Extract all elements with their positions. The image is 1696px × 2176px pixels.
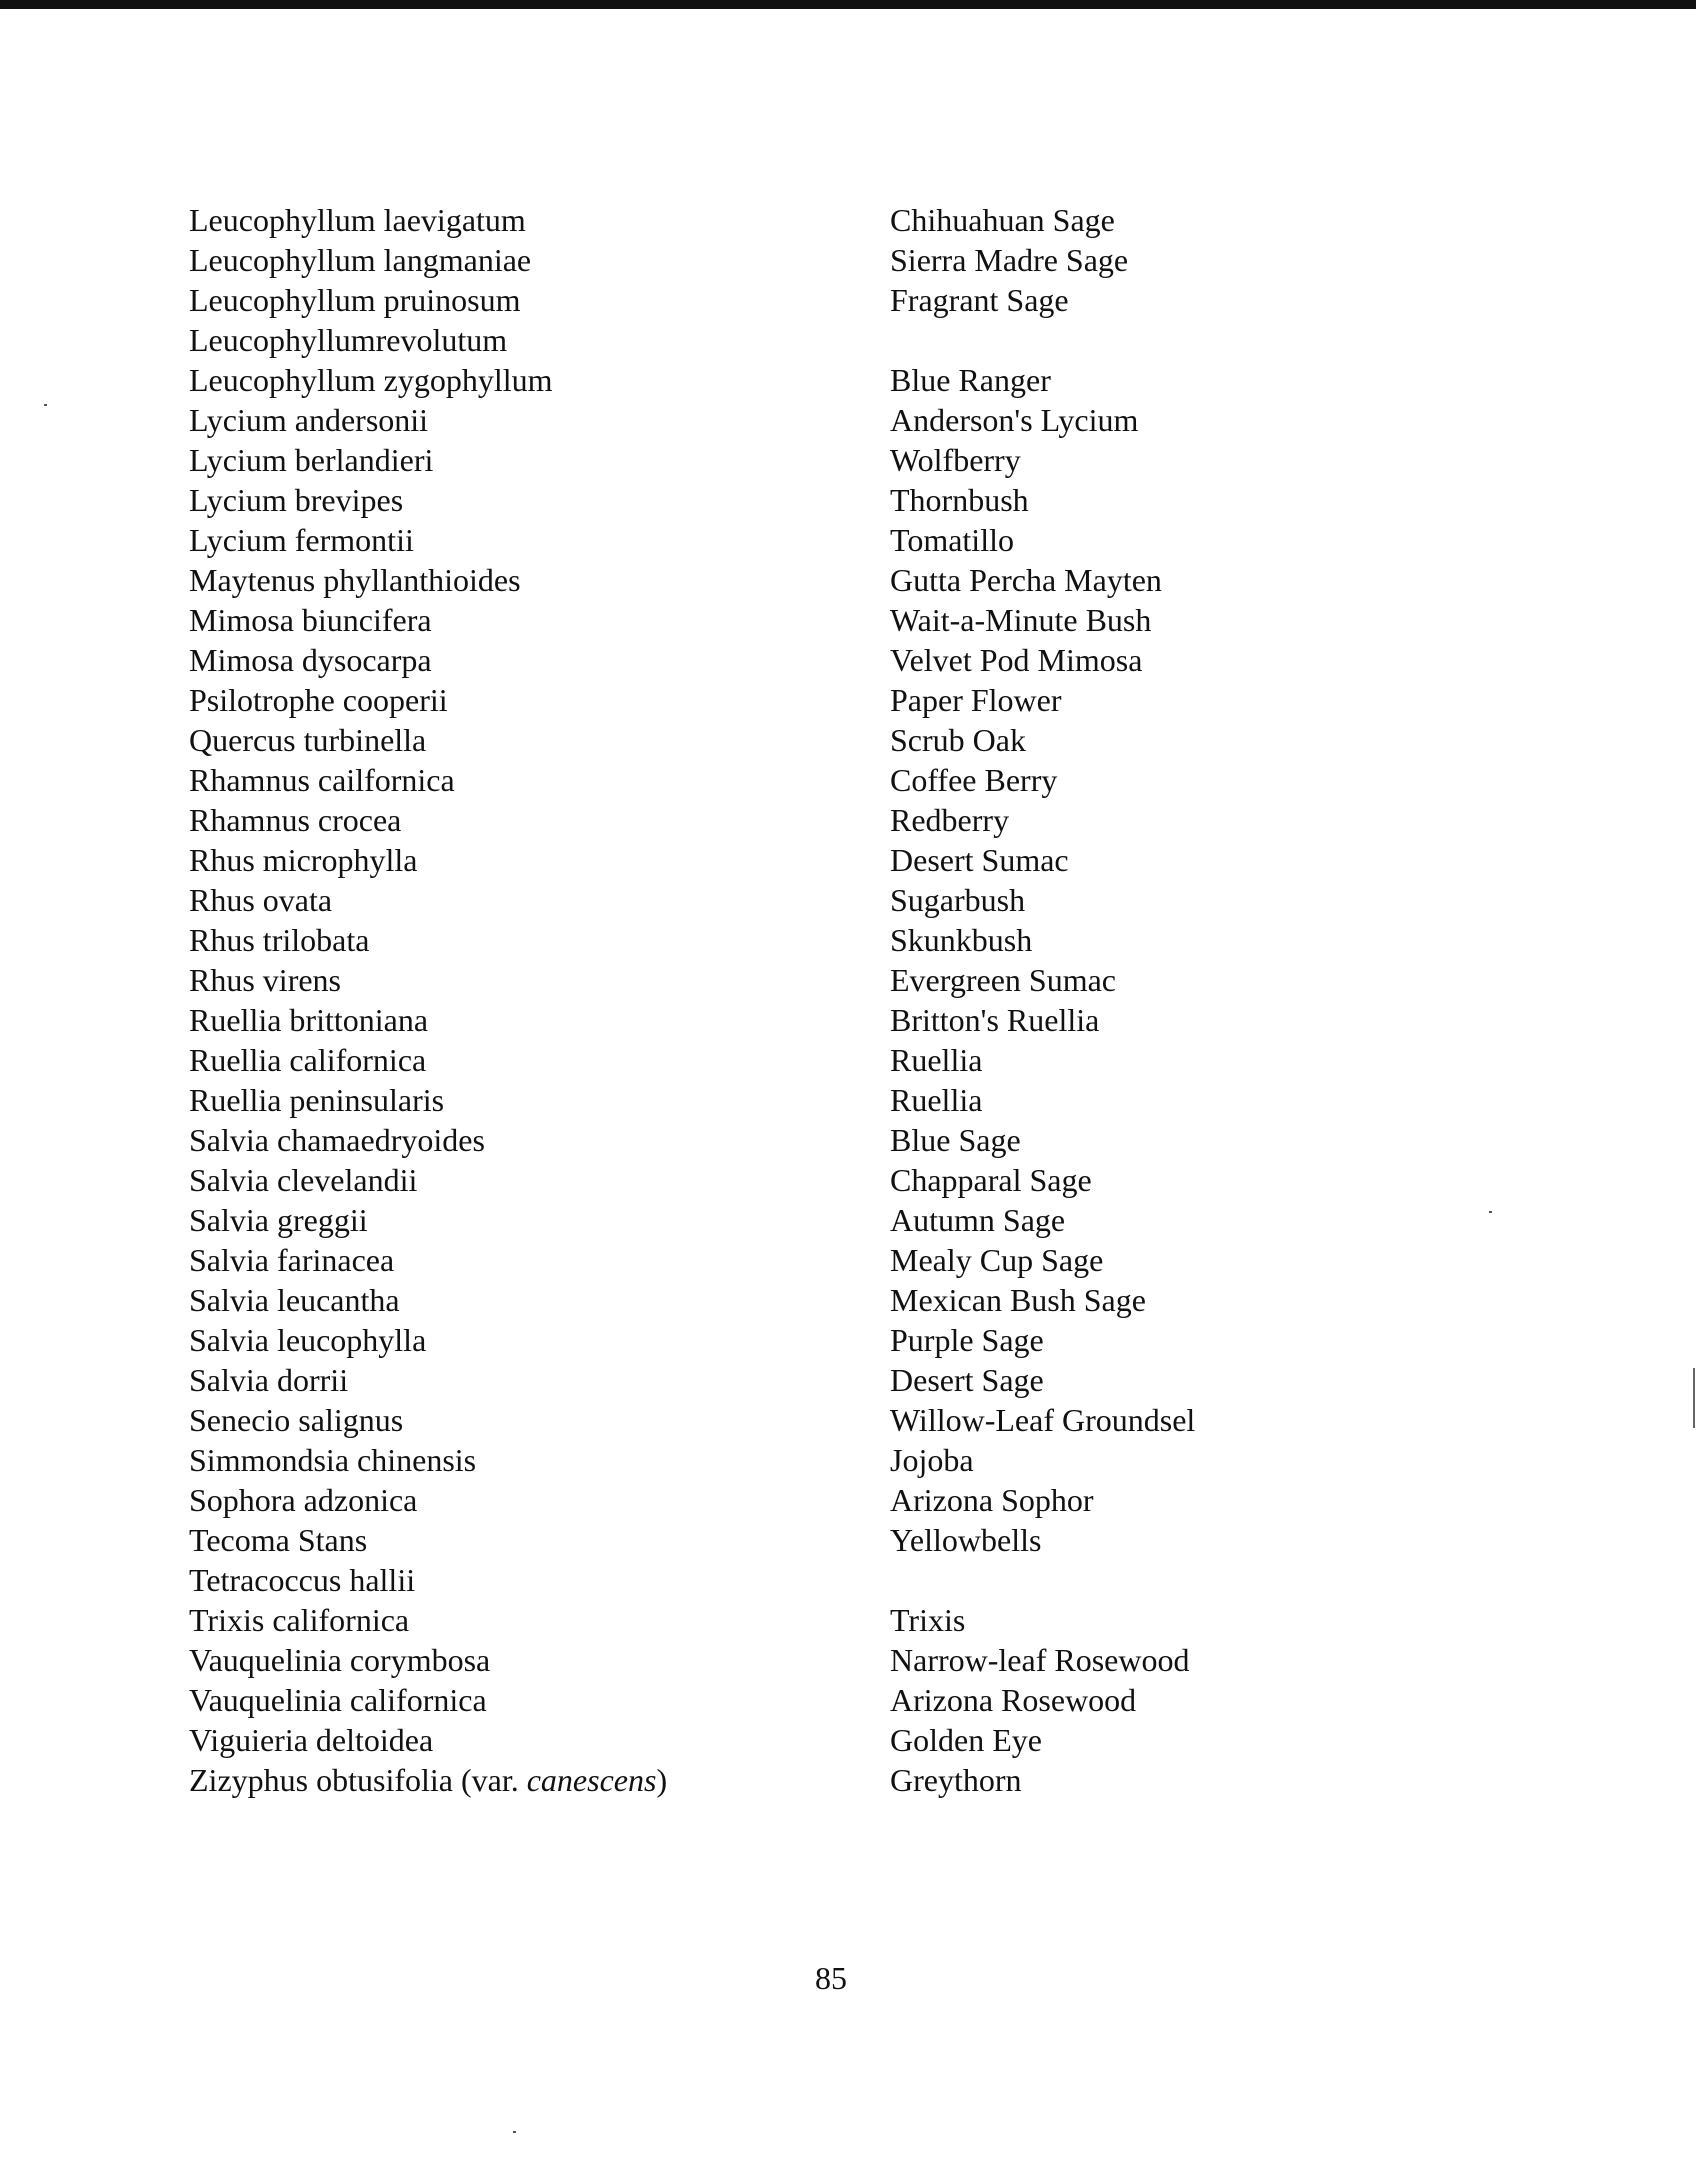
scientific-name: Rhamnus crocea [189, 802, 402, 838]
common-name: Wait-a-Minute Bush [890, 602, 1152, 638]
scientific-name: Quercus turbinella [189, 722, 427, 758]
scientific-name: Tecoma Stans [189, 1522, 368, 1558]
scientific-name: Leucophyllum pruinosum [189, 282, 521, 318]
page-number: 85 [815, 1960, 847, 1996]
scientific-name: Leucophyllumrevolutum [189, 322, 508, 358]
common-name: Anderson's Lycium [890, 402, 1139, 438]
common-name: Blue Ranger [890, 362, 1051, 398]
scan-edge-mark [1693, 1368, 1695, 1428]
common-name: Ruellia [890, 1082, 983, 1118]
common-name: Mexican Bush Sage [890, 1282, 1146, 1318]
scientific-name: Salvia clevelandii [189, 1162, 418, 1198]
scientific-name: Rhus virens [189, 962, 341, 998]
scientific-name: Leucophyllum zygophyllum [189, 362, 553, 398]
common-name: Jojoba [890, 1442, 974, 1478]
common-name: Sugarbush [890, 882, 1026, 918]
scientific-name: Maytenus phyllanthioides [189, 562, 521, 598]
scientific-name: Simmondsia chinensis [189, 1442, 477, 1478]
scientific-name: Vauquelinia corymbosa [189, 1642, 491, 1678]
scientific-name: Lycium fermontii [189, 522, 414, 558]
common-name: Greythorn [890, 1762, 1022, 1798]
scientific-name: Ruellia peninsularis [189, 1082, 445, 1118]
common-name: Britton's Ruellia [890, 1002, 1100, 1038]
common-name: Trixis [890, 1602, 966, 1638]
scientific-name: Senecio salignus [189, 1402, 404, 1438]
common-name: Coffee Berry [890, 762, 1058, 798]
common-name: Thornbush [890, 482, 1029, 518]
common-name: Wolfberry [890, 442, 1021, 478]
scientific-name: Ruellia californica [189, 1042, 427, 1078]
scientific-name-column [189, 200, 667, 1800]
common-name: Scrub Oak [890, 722, 1026, 758]
variety-name: canescens [526, 1762, 657, 1798]
common-name: Evergreen Sumac [890, 962, 1116, 998]
scientific-name: Salvia greggii [189, 1202, 368, 1238]
common-name: Desert Sumac [890, 842, 1069, 878]
common-name: Willow-Leaf Groundsel [890, 1402, 1196, 1438]
common-name: Narrow-leaf Rosewood [890, 1642, 1190, 1678]
scientific-name: Mimosa biuncifera [189, 602, 432, 638]
scientific-name: Lycium brevipes [189, 482, 404, 518]
scan-speck [513, 2131, 516, 2133]
common-name: Arizona Rosewood [890, 1682, 1137, 1718]
scientific-name: Psilotrophe cooperii [189, 682, 448, 718]
common-name: Purple Sage [890, 1322, 1044, 1358]
scientific-name: Salvia leucophylla [189, 1322, 427, 1358]
scientific-name: Salvia leucantha [189, 1282, 400, 1318]
common-name [890, 320, 1195, 360]
common-name: Arizona Sophor [890, 1482, 1094, 1518]
common-name: Chihuahuan Sage [890, 202, 1115, 238]
scientific-name: Rhus ovata [189, 882, 333, 918]
scientific-name: Trixis californica [189, 1602, 410, 1638]
scientific-name: Lycium andersonii [189, 402, 429, 438]
common-name: Blue Sage [890, 1122, 1021, 1158]
scan-speck [44, 404, 47, 406]
common-name: Autumn Sage [890, 1202, 1066, 1238]
scientific-name: Vauquelinia californica [189, 1682, 487, 1718]
scientific-name: Ruellia brittoniana [189, 1002, 429, 1038]
scientific-name: Salvia dorrii [189, 1362, 349, 1398]
common-name: Redberry [890, 802, 1010, 838]
common-name: Paper Flower [890, 682, 1062, 718]
common-name: Ruellia [890, 1042, 983, 1078]
common-name: Tomatillo [890, 522, 1014, 558]
scientific-name: Leucophyllum laevigatum [189, 202, 526, 238]
common-name: Mealy Cup Sage [890, 1242, 1104, 1278]
scientific-name: Rhus microphylla [189, 842, 418, 878]
common-name-column [890, 200, 1195, 1800]
common-name: Yellowbells [890, 1522, 1042, 1558]
scientific-name: Salvia farinacea [189, 1242, 395, 1278]
common-name: Golden Eye [890, 1722, 1042, 1758]
common-name: Chapparal Sage [890, 1162, 1092, 1198]
scientific-name: Leucophyllum langmaniae [189, 242, 532, 278]
common-name: Desert Sage [890, 1362, 1044, 1398]
scientific-name: Rhus trilobata [189, 922, 370, 958]
scientific-name: Viguieria deltoidea [189, 1722, 434, 1758]
scientific-name: Mimosa dysocarpa [189, 642, 432, 678]
scan-top-border [0, 0, 1696, 9]
scientific-name: Zizyphus obtusifolia (var. canescens) [189, 1762, 668, 1798]
common-name: Sierra Madre Sage [890, 242, 1129, 278]
common-name: Skunkbush [890, 922, 1033, 958]
scientific-name: Lycium berlandieri [189, 442, 434, 478]
scientific-name: Tetracoccus hallii [189, 1562, 416, 1598]
common-name: Velvet Pod Mimosa [890, 642, 1143, 678]
common-name: Fragrant Sage [890, 282, 1069, 318]
scan-speck [1489, 1211, 1492, 1213]
scientific-name: Sophora adzonica [189, 1482, 418, 1518]
scientific-name: Rhamnus cailfornica [189, 762, 455, 798]
common-name [890, 1560, 1195, 1600]
common-name: Gutta Percha Mayten [890, 562, 1162, 598]
scientific-name: Salvia chamaedryoides [189, 1122, 485, 1158]
